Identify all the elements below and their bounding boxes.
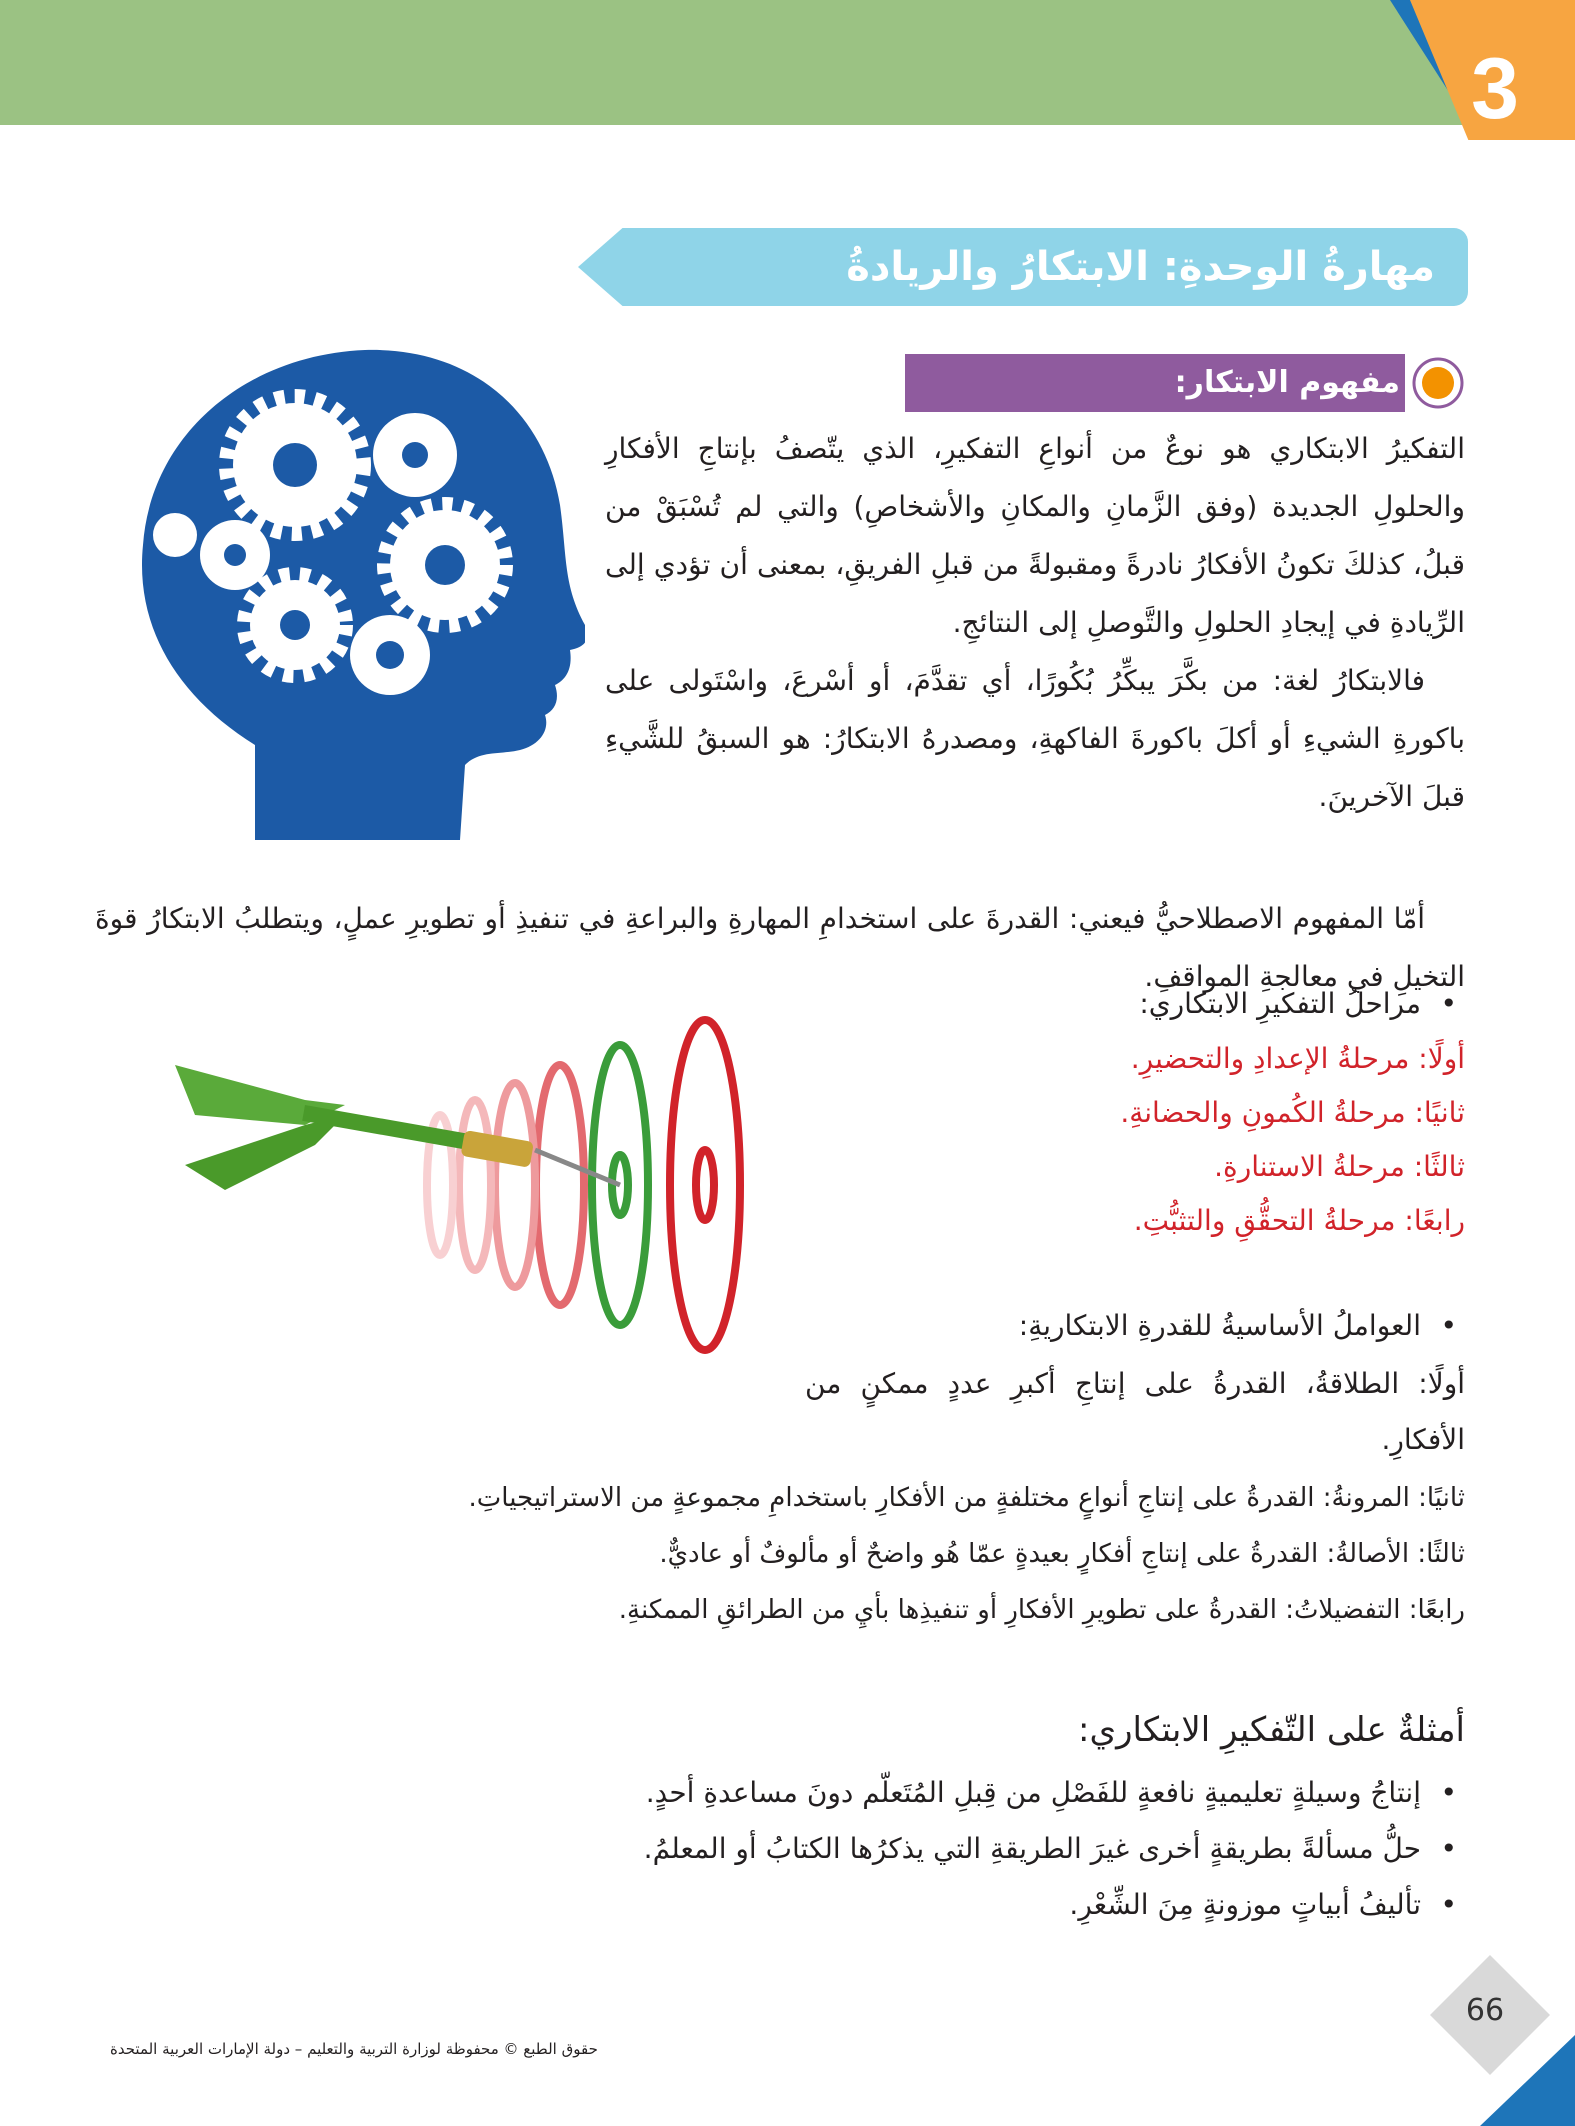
- unit-number: 3: [1471, 41, 1519, 137]
- factor-fluency-continued: الأفكارِ.: [1381, 1423, 1465, 1456]
- unit-heading: مهارةُ الوحدةِ: الابتكارُ والريادةُ: [846, 244, 1435, 290]
- copyright-footer: حقوق الطبع © محفوظة لوزارة التربية والتعليم – دولة الإمارات العربية المتحدة: [110, 2040, 598, 2058]
- stages-list: [1120, 1032, 1465, 1248]
- factors-heading-list: [1019, 1300, 1465, 1352]
- page-number-corner: [1420, 1955, 1575, 2126]
- stage-item: ثالثًا: مرحلةُ الاستنارةِ.: [1214, 1150, 1465, 1183]
- factor-fluency: أولًا: الطلاقةُ، القدرةُ على إنتاجِ أكبرِ عددٍ ممكنٍ من: [805, 1367, 1465, 1400]
- example-item: • حلُّ مسألةً بطريقةٍ أخرى غيرَ الطريقةِ التي يذكرُها الكتابُ أو المعلمُ.: [644, 1821, 1465, 1877]
- dart-target-illustration: [165, 1005, 765, 1375]
- example-item: • إنتاجُ وسيلةٍ تعليميةٍ نافعةٍ للفَصْلِ من قِبلِ المُتَعلّم دونَ مساعدةِ أحدٍ.: [644, 1765, 1465, 1821]
- stages-heading-list: [1139, 978, 1465, 1030]
- top-banner: [0, 0, 1575, 140]
- stages-heading: • مراحلُ التفكيرِ الابتكاري:: [1139, 978, 1465, 1030]
- section-title: مفهوم الابتكار:: [1174, 365, 1400, 400]
- definition-paragraph: فالابتكارُ لغة: من بكَّرَ يبكِّرُ بُكُورًا، أي تقدَّمَ، أو أسْرعَ، واسْتَولى على باكورةِ الشيءِ أو أكلَ باكورةَ الفاكهةِ، ومصدرهُ الابتكارُ: هو السبقُ للشَّيءِ قبلَ الآخرينَ.: [605, 664, 1465, 813]
- page-number: 66: [1465, 1993, 1505, 2028]
- stage-item: ثانيًا: مرحلةُ الكُمونِ والحضانةِ.: [1120, 1096, 1465, 1129]
- example-item: • تأليفُ أبياتٍ موزونةٍ مِنَ الشِّعْرِ.: [644, 1877, 1465, 1933]
- head-gears-illustration: [115, 325, 585, 845]
- orange-circle-icon: [1408, 357, 1468, 409]
- factor-item: ثالثًا: الأصالةُ: القدرةُ على إنتاجِ أفكارٍ بعيدةٍ عمّا هُو واضحٌ أو مألوفٌ أو عاديٌّ.: [659, 1539, 1465, 1569]
- factor-item: ثانيًا: المرونةُ: القدرةُ على إنتاجِ أنواعٍ مختلفةٍ من الأفكارِ باستخدامِ مجموعةٍ من الاستراتيجياتِ.: [468, 1483, 1465, 1513]
- examples-list: [644, 1765, 1465, 1933]
- factors-list: [469, 1470, 1465, 1638]
- factors-heading: • العواملُ الأساسيةُ للقدرةِ الابتكاريةِ:: [1019, 1300, 1465, 1352]
- term-paragraph: أمّا المفهوم الاصطلاحيُّ فيعني: القدرةَ على استخدامِ المهارةِ والبراعةِ في تنفيذِ أو تطويرِ عملٍ، ويتطلبُ الابتكارُ قوةَ التخيلِ في معالجةِ المواقفِ.: [95, 902, 1465, 993]
- intro-paragraph: التفكيرُ الابتكاري هو نوعٌ من أنواعِ التفكيرِ، الذي يتّصفُ بإنتاجِ الأفكارِ والحلولِ الجديدة (وفق الزَّمانِ والمكانِ والأشخاصِ) والتي لم تُسْبَقْ من قبلُ، كذلكَ تكونُ الأفكارُ نادرةً ومقبولةً من قبلِ الفريقِ، بمعنى أن تؤدي إلى الرِّيادةِ في إيجادِ الحلولِ والتَّوصلِ إلى النتائجِ.: [605, 432, 1465, 639]
- stage-item: رابعًا: مرحلةُ التحقُّقِ والتثبُّتِ.: [1133, 1204, 1465, 1237]
- stage-item: أولًا: مرحلةُ الإعدادِ والتحضيرِ.: [1130, 1042, 1465, 1075]
- examples-title: أمثلةٌ على التّفكيرِ الابتكاري:: [1078, 1710, 1465, 1750]
- factor-item: رابعًا: التفضيلاتُ: القدرةُ على تطويرِ الأفكارِ أو تنفيذِها بأيِ من الطرائقِ الممكنةِ.: [618, 1595, 1465, 1625]
